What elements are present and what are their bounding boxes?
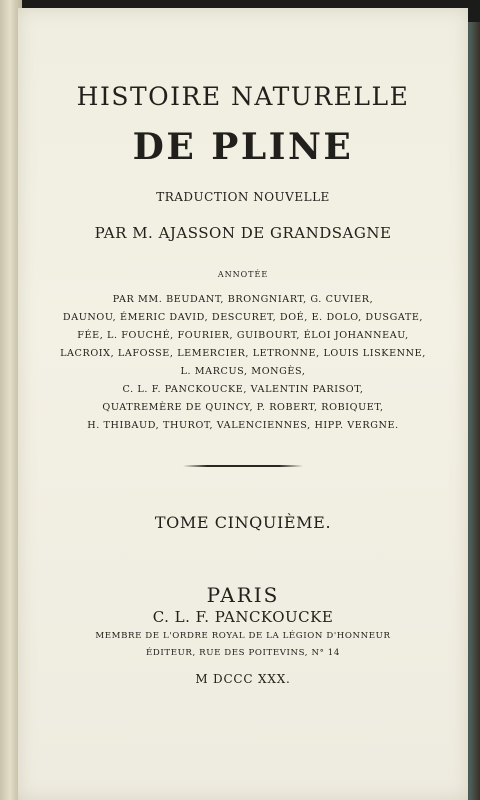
publisher-address: ÉDITEUR, RUE DES POITEVINS, N° 14 bbox=[146, 648, 340, 658]
ornamental-divider bbox=[183, 465, 303, 467]
contributors-line: H. THIBAUD, THUROT, VALENCIENNES, HIPP. VERGNE. bbox=[87, 420, 399, 431]
translator-line: PAR M. AJASSON DE GRANDSAGNE bbox=[94, 224, 392, 242]
contributors-line: FÉE, L. FOUCHÉ, FOURIER, GUIBOURT, ÉLOI JOHANNEAU, bbox=[77, 330, 409, 341]
annotated-label: ANNOTÉE bbox=[217, 270, 269, 279]
volume-label: TOME CINQUIÈME. bbox=[154, 513, 332, 532]
publication-date: M DCCC XXX. bbox=[195, 672, 291, 686]
contributors-line: C. L. F. PANCKOUCKE, VALENTIN PARISOT, bbox=[122, 384, 364, 395]
title-line-1: HISTOIRE NATURELLE bbox=[76, 82, 410, 111]
contributors-line: LACROIX, LAFOSSE, LEMERCIER, LETRONNE, LOUIS LISKENNE, bbox=[60, 348, 426, 359]
contributors-line: PAR MM. BEUDANT, BRONGNIART, G. CUVIER, bbox=[112, 294, 374, 305]
title-line-2: DE PLINE bbox=[132, 126, 354, 168]
publisher-name: C. L. F. PANCKOUCKE bbox=[152, 608, 334, 626]
imprint-city: PARIS bbox=[206, 583, 280, 607]
publisher-honor: MEMBRE DE L'ORDRE ROYAL DE LA LÉGION D'HONNEUR bbox=[95, 631, 391, 641]
contributors-line: QUATREMÈRE DE QUINCY, P. ROBERT, ROBIQUET, bbox=[102, 402, 384, 413]
title-page bbox=[18, 8, 468, 800]
contributors-line: DAUNOU, ÉMERIC DAVID, DESCURET, DOÉ, E. DOLO, DUSGATE, bbox=[62, 312, 424, 323]
translation-note: TRADUCTION NOUVELLE bbox=[156, 190, 330, 204]
contributors-line: L. MARCUS, MONGÈS, bbox=[180, 366, 306, 377]
